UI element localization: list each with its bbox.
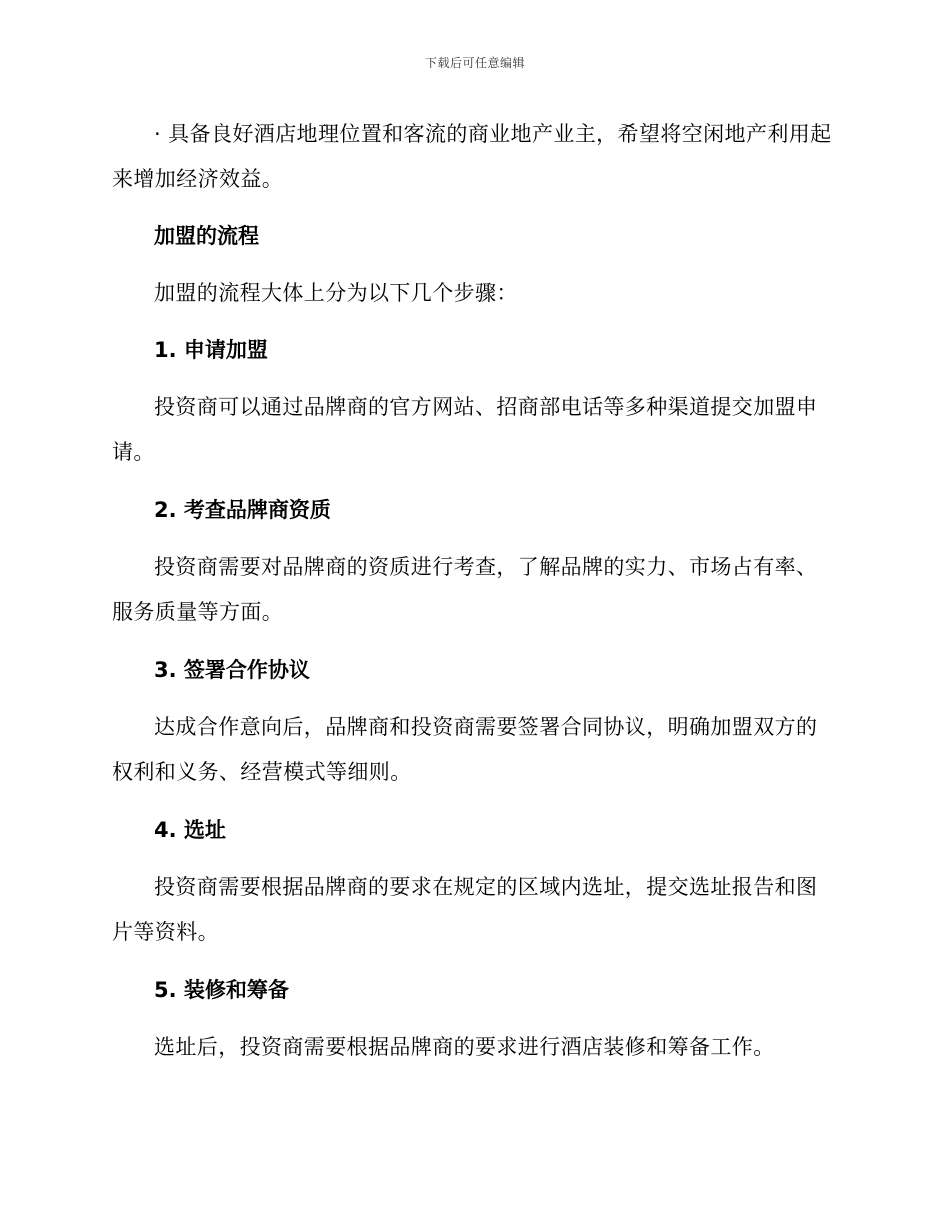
page-header: 下载后可任意编辑 [424, 56, 525, 70]
step-heading-sign-agreement: 3. 签署合作协议 [154, 658, 310, 682]
paragraph-site-selection: 投资商需要根据品牌商的要求在规定的区域内选址，提交选址报告和图片等资料。 [112, 875, 818, 944]
paragraph-sign-agreement: 达成合作意向后，品牌商和投资商需要签署合同协议，明确加盟双方的权利和义务、经营模式等细则。 [112, 715, 818, 784]
paragraph-process-intro: 加盟的流程大体上分为以下几个步骤： [154, 281, 518, 305]
document-body [112, 112, 832, 1070]
step-heading-renovation: 5. 装修和筹备 [154, 978, 289, 1002]
paragraph-renovation: 选址后，投资商需要根据品牌商的要求进行酒店装修和筹备工作。 [154, 1035, 775, 1059]
section-heading-process: 加盟的流程 [154, 224, 259, 248]
paragraph-apply: 投资商可以通过品牌商的官方网站、招商部电话等多种渠道提交加盟申请。 [112, 395, 818, 464]
paragraph-target-owners: · 具备良好酒店地理位置和客流的商业地产业主，希望将空闲地产利用起来增加经济效益。 [112, 122, 832, 191]
step-heading-site-selection: 4. 选址 [154, 818, 226, 842]
step-heading-apply: 1. 申请加盟 [154, 338, 268, 362]
step-heading-review-brand: 2. 考查品牌商资质 [154, 498, 331, 522]
paragraph-review-brand: 投资商需要对品牌商的资质进行考查，了解品牌的实力、市场占有率、服务质量等方面。 [112, 555, 818, 624]
